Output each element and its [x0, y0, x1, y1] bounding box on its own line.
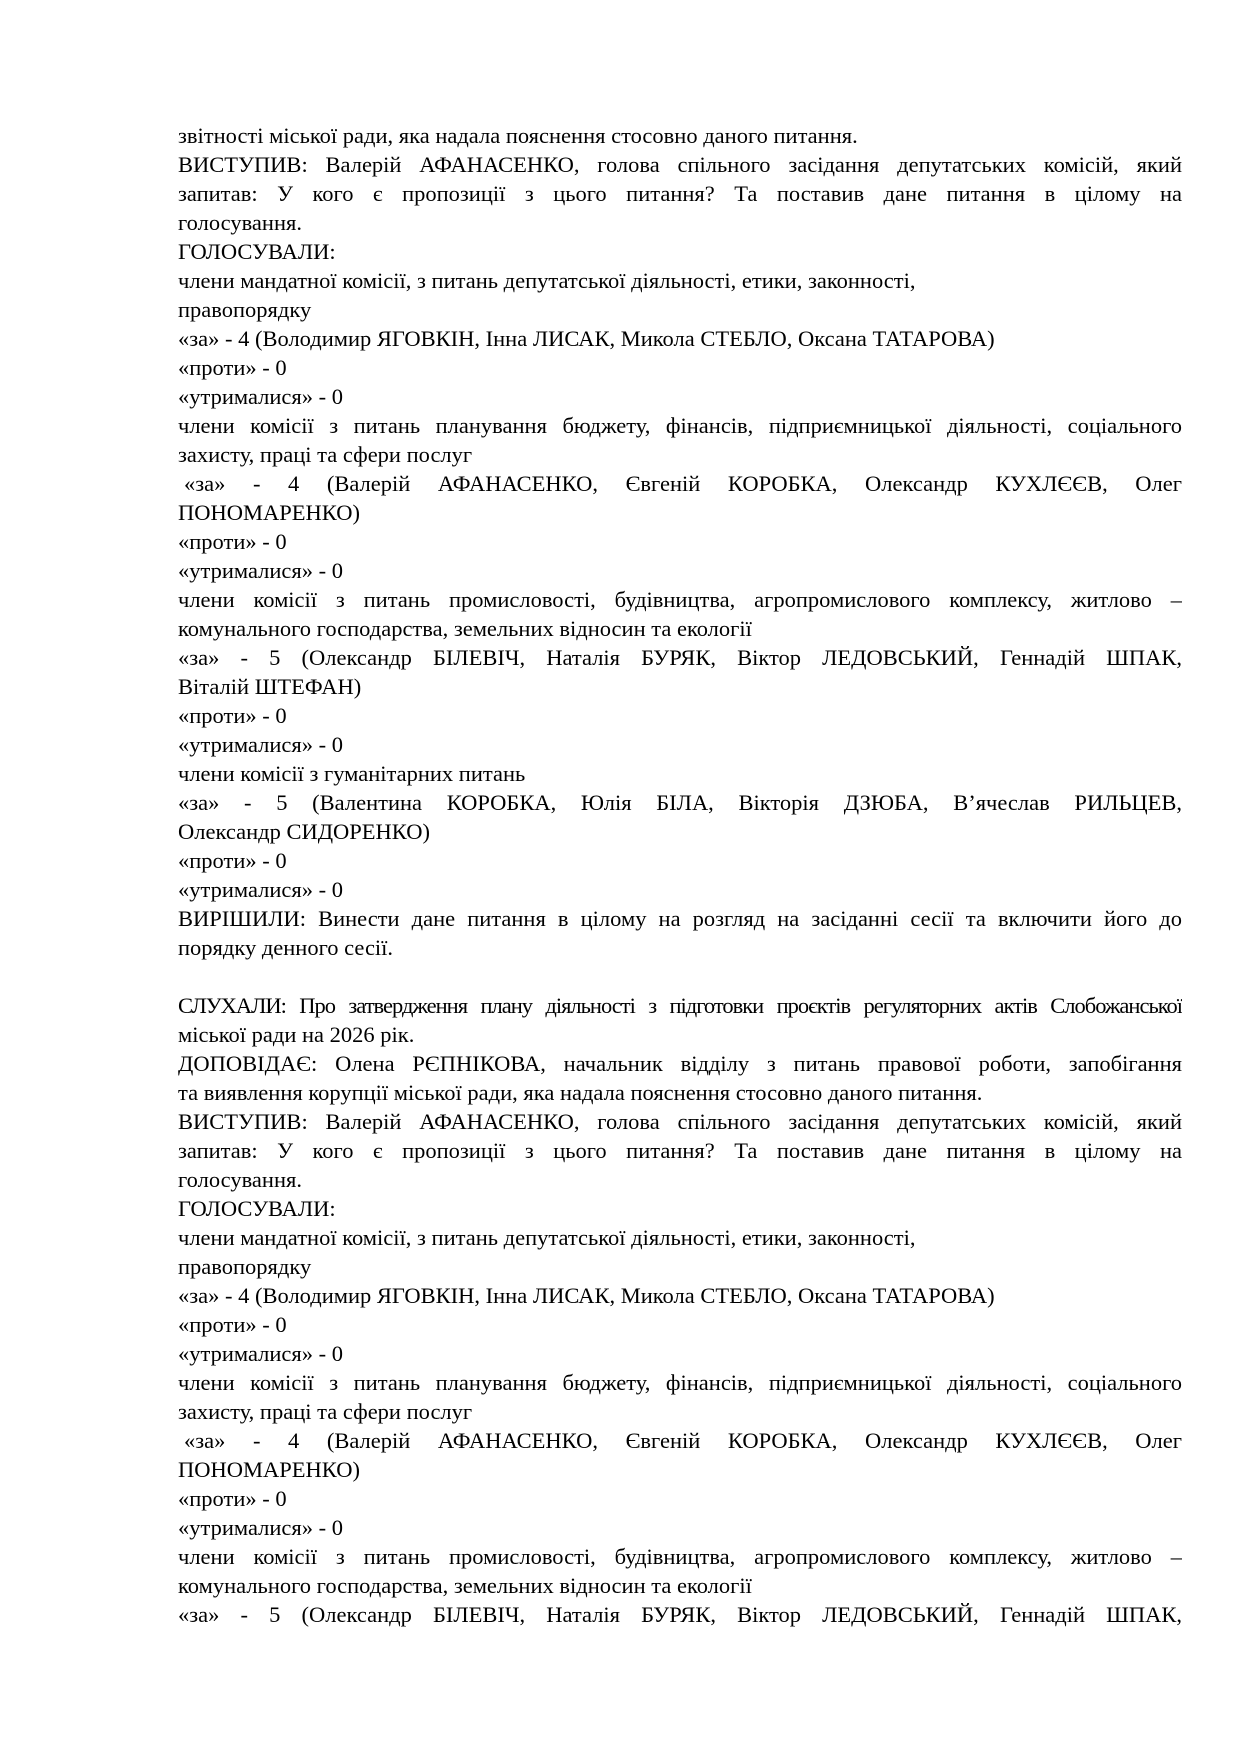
text-line: ДОПОВІДАЄ: Олена РЄПНІКОВА, начальник відділу з питань правової роботи, запобігання [178, 1051, 1182, 1076]
text-line: ВИСТУПИВ: Валерій АФАНАСЕНКО, голова спільного засідання депутатських комісій, який [178, 152, 1182, 177]
text-line: захисту, праці та сфери послуг [178, 1399, 473, 1424]
text-line: СЛУХАЛИ: Про затвердження плану діяльності з підготовки проєктів регуляторних актів Слобожанської [178, 993, 1182, 1018]
text-line: «за» - 4 (Володимир ЯГОВКІН, Інна ЛИСАК, Микола СТЕБЛО, Оксана ТАТАРОВА) [178, 1283, 995, 1308]
text-line: захисту, праці та сфери послуг [178, 442, 473, 467]
text-line: правопорядку [178, 1254, 312, 1279]
text-line: «утрималися» - 0 [178, 1341, 344, 1366]
text-line: члени комісії з питань промисловості, будівництва, агропромислового комплексу, житлово – [178, 587, 1182, 612]
text-line: правопорядку [178, 297, 312, 322]
text-line: комунального господарства, земельних відносин та екології [178, 616, 752, 641]
text-line: «утрималися» - 0 [178, 1515, 344, 1540]
text-line: члени комісії з гуманітарних питань [178, 761, 526, 786]
text-line: «за» - 4 (Валерій АФАНАСЕНКО, Євгеній КОРОБКА, Олександр КУХЛЄЄВ, Олег [184, 1428, 1182, 1453]
text-line: члени комісії з питань промисловості, будівництва, агропромислового комплексу, житлово – [178, 1544, 1182, 1569]
text-line: комунального господарства, земельних відносин та екології [178, 1573, 752, 1598]
text-line: «утрималися» - 0 [178, 558, 344, 583]
text-line: ПОНОМАРЕНКО) [178, 500, 360, 525]
text-line: голосування. [178, 1167, 302, 1192]
text-line: звітності міської ради, яка надала пояснення стосовно даного питання. [178, 123, 858, 148]
text-line: Олександр СИДОРЕНКО) [178, 819, 430, 844]
text-line: «утрималися» - 0 [178, 877, 344, 902]
text-line: «за» - 4 (Володимир ЯГОВКІН, Інна ЛИСАК, Микола СТЕБЛО, Оксана ТАТАРОВА) [178, 326, 995, 351]
text-line: «за» - 5 (Олександр БІЛЕВІЧ, Наталія БУРЯК, Віктор ЛЕДОВСЬКИЙ, Геннадій ШПАК, [178, 645, 1182, 670]
text-line: «за» - 5 (Валентина КОРОБКА, Юлія БІЛА, Вікторія ДЗЮБА, В’ячеслав РИЛЬЦЕВ, [178, 790, 1182, 815]
text-line: «проти» - 0 [178, 703, 287, 728]
text-line: ГОЛОСУВАЛИ: [178, 1196, 336, 1221]
text-line: ПОНОМАРЕНКО) [178, 1457, 360, 1482]
text-line: «утрималися» - 0 [178, 732, 344, 757]
text-line: «утрималися» - 0 [178, 384, 344, 409]
text-line: «проти» - 0 [178, 355, 287, 380]
text-line: «проти» - 0 [178, 1312, 287, 1337]
text-line: члени комісії з питань планування бюджету, фінансів, підприємницької діяльності, соціального [178, 413, 1182, 438]
text-line: «проти» - 0 [178, 529, 287, 554]
text-line: міської ради на 2026 рік. [178, 1022, 415, 1047]
text-line: члени мандатної комісії, з питань депутатської діяльності, етики, законності, [178, 1225, 916, 1250]
text-line: «проти» - 0 [178, 848, 287, 873]
text-line: «за» - 4 (Валерій АФАНАСЕНКО, Євгеній КОРОБКА, Олександр КУХЛЄЄВ, Олег [184, 471, 1182, 496]
text-line: голосування. [178, 210, 302, 235]
text-line: «за» - 5 (Олександр БІЛЕВІЧ, Наталія БУРЯК, Віктор ЛЕДОВСЬКИЙ, Геннадій ШПАК, [178, 1602, 1182, 1627]
text-line: члени комісії з питань планування бюджету, фінансів, підприємницької діяльності, соціального [178, 1370, 1182, 1395]
text-line: порядку денного сесії. [178, 935, 394, 960]
text-line: ВИРІШИЛИ: Винести дане питання в цілому на розгляд на засіданні сесії та включити його до [178, 906, 1182, 931]
text-line: та виявлення корупції міської ради, яка надала пояснення стосовно даного питання. [178, 1080, 983, 1105]
text-line: запитав: У кого є пропозиції з цього питання? Та поставив дане питання в цілому на [178, 1138, 1182, 1163]
text-line: члени мандатної комісії, з питань депутатської діяльності, етики, законності, [178, 268, 916, 293]
text-line: ГОЛОСУВАЛИ: [178, 239, 336, 264]
text-line: Віталій ШТЕФАН) [178, 674, 362, 699]
text-line: ВИСТУПИВ: Валерій АФАНАСЕНКО, голова спільного засідання депутатських комісій, який [178, 1109, 1182, 1134]
text-line: запитав: У кого є пропозиції з цього питання? Та поставив дане питання в цілому на [178, 181, 1182, 206]
text-line: «проти» - 0 [178, 1486, 287, 1511]
